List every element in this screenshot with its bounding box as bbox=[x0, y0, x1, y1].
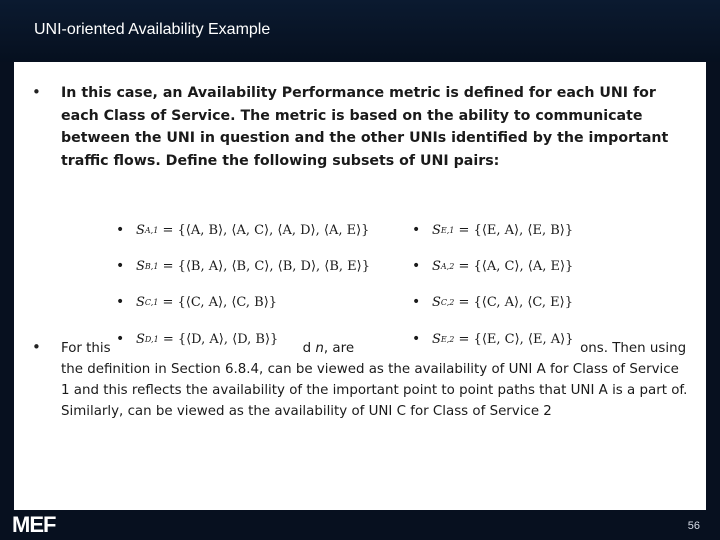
formula-s-e2: • S E,2 = {⟨E, C⟩, ⟨E, A⟩} bbox=[412, 326, 574, 352]
mef-logo: MEF bbox=[12, 512, 56, 537]
formula-s-c2: • S C,2 = {⟨C, A⟩, ⟨C, E⟩} bbox=[412, 289, 573, 315]
para2-fragment: d bbox=[302, 341, 316, 356]
formula-s-b1: • S B,1 = {⟨B, A⟩, ⟨B, C⟩, ⟨B, D⟩, ⟨B, E⟩} bbox=[116, 253, 370, 279]
bullet-marker: • bbox=[32, 338, 41, 356]
para2-variable-n: n bbox=[315, 341, 324, 356]
para2-start: For this bbox=[61, 341, 111, 356]
bullet-marker: • bbox=[32, 83, 41, 101]
formula-s-a2: • S A,2 = {⟨A, C⟩, ⟨A, E⟩} bbox=[412, 253, 573, 279]
slide-title: UNI-oriented Availability Example bbox=[34, 21, 271, 38]
formula-s-c1: • S C,1 = {⟨C, A⟩, ⟨C, B⟩} bbox=[116, 289, 277, 315]
bullet-paragraph-1: In this case, an Availability Performance metric is defined for each UNI for each Class of Service. The metric is based on the ability to communicate between the UNI in question and the other UNIs identified by the important traffic flows. Define the following subsets of UNI pairs: bbox=[61, 85, 669, 169]
para2-fragment: ons. bbox=[580, 341, 608, 356]
formula-s-e1: • S E,1 = {⟨E, A⟩, ⟨E, B⟩} bbox=[412, 217, 573, 243]
formula-s-a1: • S A,1 = {⟨A, B⟩, ⟨A, C⟩, ⟨A, D⟩, ⟨A, E⟩} bbox=[116, 217, 369, 243]
para2-body: Then using the definition in Section 6.8.4, can be viewed as the availability of UNI A for Class of Service 1 and this reflects the availability of the important point to point paths that UNI A is a part of. Similarly, can be viewed as the availability of UNI C for Class of Service 2 bbox=[61, 341, 688, 419]
page-number: 56 bbox=[687, 520, 700, 532]
slide-content bbox=[14, 62, 706, 510]
para2-fragment: , are bbox=[323, 341, 355, 356]
title-bar bbox=[0, 0, 720, 62]
formula-s-d1: • S D,1 = {⟨D, A⟩, ⟨D, B⟩} bbox=[116, 326, 278, 352]
